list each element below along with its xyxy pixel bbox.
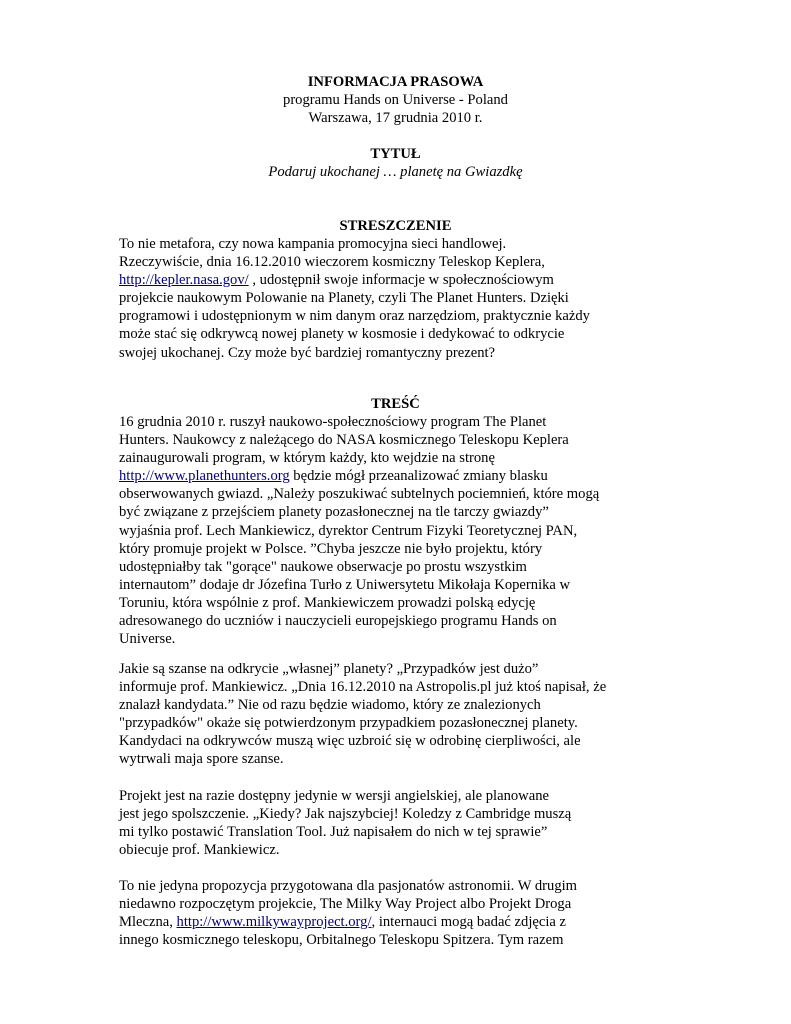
- text-line: zainaugurowali program, w którym każdy, kto wejdzie na stronę: [119, 450, 495, 467]
- content-paragraph-4: [119, 877, 679, 949]
- press-title: INFORMACJA PRASOWA: [307, 74, 484, 90]
- content-heading-wrap: [118, 395, 673, 413]
- text-line: innego kosmicznego teleskopu, Orbitalnego Teleskopu Spitzera. Tym razem: [119, 932, 564, 949]
- program-name: programu Hands on Universe - Poland: [283, 92, 508, 108]
- text-line: niedawno rozpoczętym projekcie, The Milky Way Project albo Projekt Droga: [119, 896, 572, 913]
- text-line: Projekt jest na razie dostępny jedynie w wersji angielskiej, ale planowane: [119, 788, 549, 804]
- text-line: Jakie są szanse na odkrycie „własnej” planety? „Przypadków jest dużo”: [119, 661, 539, 677]
- text-line: 16 grudnia 2010 r. ruszył naukowo-społecznościowy program The Planet: [119, 414, 547, 430]
- text-line: który promuje projekt w Polsce. ”Chyba jeszcze nie było projektu, który: [119, 540, 543, 557]
- text-line: programowi i udostępnionym w nim danym oraz narzędziom, praktycznie każdy: [119, 308, 590, 325]
- text-line: internautom” dodaje dr Józefina Turło z Uniwersytetu Mikołaja Kopernika w: [119, 576, 571, 593]
- text-line: Toruniu, która wspólnie z prof. Mankiewiczem prowadzi polską edycję: [119, 594, 536, 611]
- text-line: http://www.planethunters.org będzie mógł przeanalizować zmiany blasku: [119, 468, 548, 485]
- text-line: Hunters. Naukowcy z należącego do NASA kosmicznego Teleskopu Keplera: [119, 432, 569, 449]
- text-line: Mleczna, http://www.milkywayproject.org/, internauci mogą badać zdjęcia z: [119, 914, 566, 931]
- planethunters-link[interactable]: http://www.planethunters.org: [119, 468, 290, 485]
- summary-heading: STRESZCZENIE: [339, 218, 452, 234]
- milkyway-link[interactable]: http://www.milkywayproject.org/: [176, 914, 372, 931]
- text-line: projekcie naukowym Polowanie na Planety, czyli The Planet Hunters. Dzięki: [119, 290, 569, 307]
- text-line: To nie metafora, czy nowa kampania promocyjna sieci handlowej.: [119, 236, 507, 252]
- text-line: informuje prof. Mankiewicz. „Dnia 16.12.2010 na Astropolis.pl już ktoś napisał, że: [119, 679, 607, 696]
- text-line: znalazł kandydata.” Nie od razu będzie wiadomo, który ze znalezionych: [119, 697, 541, 714]
- content-heading: TREŚĆ: [371, 396, 420, 412]
- place-date: Warszawa, 17 grudnia 2010 r.: [308, 110, 483, 126]
- text-line: swojej ukochanej. Czy może być bardziej romantyczny prezent?: [119, 344, 496, 361]
- text-line: być związane z przejściem planety pozasłonecznej na tle tarczy gwiazdy”: [119, 504, 549, 521]
- text-line: Kandydaci na odkrywców muszą więc uzbroić się w odrobinę cierpliwości, ale: [119, 733, 581, 750]
- text-line: jest jego spolszczenie. „Kiedy? Jak najszybciej! Koledzy z Cambridge muszą: [119, 806, 572, 823]
- text-line: obserwowanych gwiazd. „Należy poszukiwać subtelnych pociemnień, które mogą: [119, 486, 600, 503]
- kepler-link[interactable]: http://kepler.nasa.gov/: [119, 272, 249, 289]
- summary-paragraph: [119, 235, 679, 362]
- text-line: obiecuje prof. Mankiewicz.: [119, 842, 280, 859]
- text-line: wytrwali maja spore szanse.: [119, 751, 284, 768]
- title-section: [118, 145, 673, 181]
- text-line: udostępniałby tak "gorące" naukowe obserwacje po prostu wszystkim: [119, 558, 527, 575]
- summary-heading-wrap: [118, 217, 673, 235]
- content-paragraph-3: [119, 787, 679, 859]
- text-line: "przypadków" okaże się potwierdzonym przypadkiem pozasłonecznej planety.: [119, 715, 578, 732]
- text-line: mi tylko postawić Translation Tool. Już napisałem do nich w tej sprawie”: [119, 824, 548, 841]
- content-paragraph-1: [119, 413, 679, 648]
- text-line: http://kepler.nasa.gov/ , udostępnił swoje informacje w społecznościowym: [119, 272, 554, 289]
- title-heading: TYTUŁ: [370, 146, 421, 162]
- content-paragraph-2: [119, 660, 679, 769]
- press-header: [118, 73, 673, 127]
- text-line: Universe.: [119, 631, 176, 648]
- text-line: Rzeczywiście, dnia 16.12.2010 wieczorem kosmiczny Teleskop Keplera,: [119, 254, 545, 271]
- text-line: może stać się odkrywcą nowej planety w kosmosie i dedykować to odkrycie: [119, 326, 565, 343]
- text-line: adresowanego do uczniów i nauczycieli europejskiego programu Hands on: [119, 613, 557, 630]
- text-line: wyjaśnia prof. Lech Mankiewicz, dyrektor Centrum Fizyki Teoretycznej PAN,: [119, 522, 578, 539]
- text-line: To nie jedyna propozycja przygotowana dla pasjonatów astronomii. W drugim: [119, 878, 578, 894]
- article-subtitle: Podaruj ukochanej … planetę na Gwiazdkę: [268, 164, 523, 180]
